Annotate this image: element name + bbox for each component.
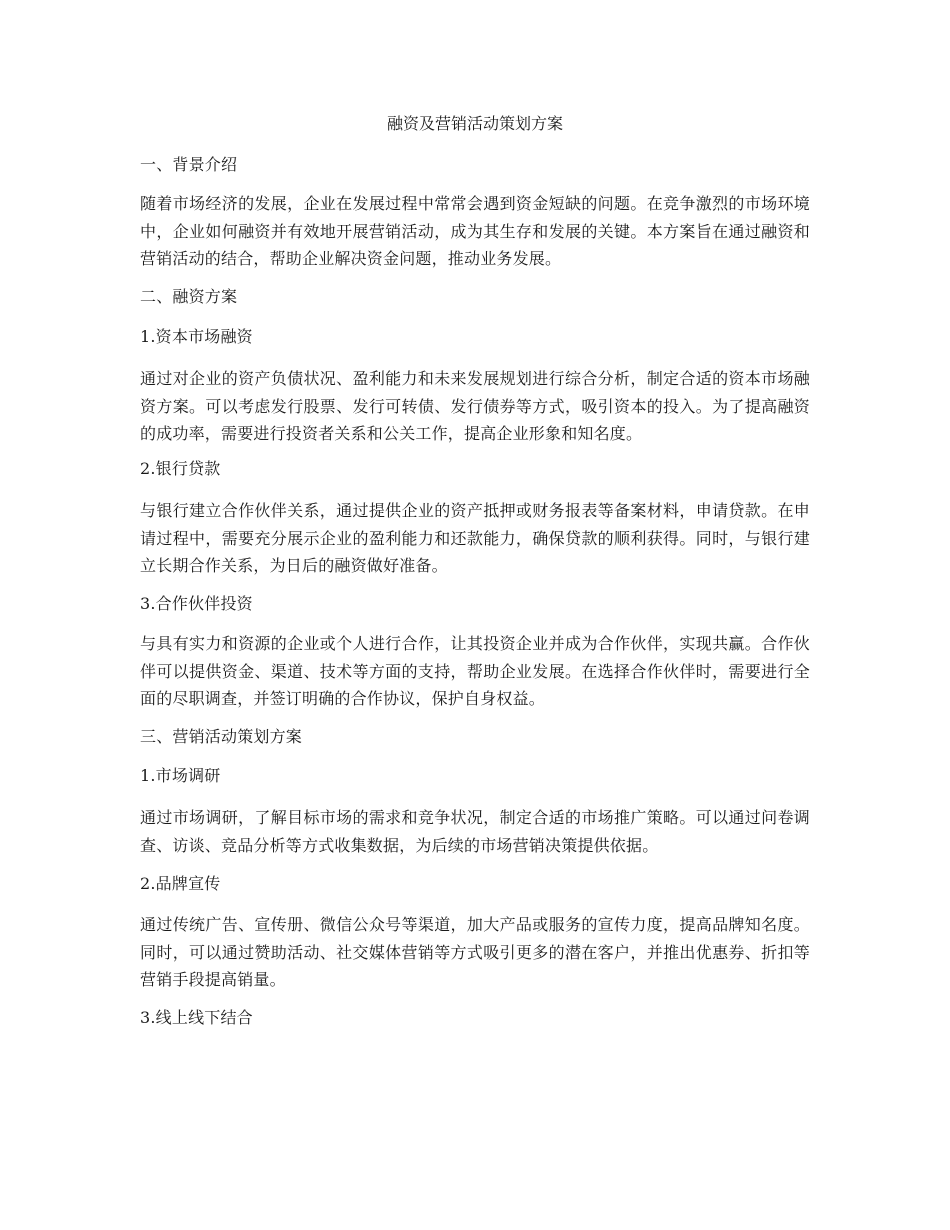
paragraph-brand-promotion: 通过传统广告、宣传册、微信公众号等渠道，加大产品或服务的宣传力度，提高品牌知名度。同时，可以通过赞助活动、社交媒体营销等方式吸引更多的潜在客户，并推出优惠券、折扣等营销手段提高销量。 — [140, 915, 810, 989]
section-heading-marketing: 三、营销活动策划方案 — [140, 727, 303, 746]
subheading-partner-investment: 3.合作伙伴投资 — [140, 594, 253, 613]
section-heading-background: 一、背景介绍 — [140, 155, 238, 174]
section-heading-financing: 二、融资方案 — [140, 287, 238, 306]
subheading-online-offline: 3.线上线下结合 — [140, 1008, 253, 1027]
paragraph-capital-market: 通过对企业的资产负债状况、盈利能力和未来发展规划进行综合分析，制定合适的资本市场融资方案。可以考虑发行股票、发行可转债、发行债券等方式，吸引资本的投入。为了提高融资的成功率，需要进行投资者关系和公关工作，提高企业形象和知名度。 — [140, 369, 810, 443]
subheading-bank-loan: 2.银行贷款 — [140, 459, 221, 478]
paragraph-market-research: 通过市场调研，了解目标市场的需求和竞争状况，制定合适的市场推广策略。可以通过问卷调查、访谈、竞品分析等方式收集数据，为后续的市场营销决策提供依据。 — [140, 808, 810, 855]
subheading-brand-promotion: 2.品牌宣传 — [140, 874, 221, 893]
subheading-capital-market: 1.资本市场融资 — [140, 327, 253, 346]
paragraph-bank-loan: 与银行建立合作伙伴关系，通过提供企业的资产抵押或财务报表等备案材料，申请贷款。在申请过程中，需要充分展示企业的盈利能力和还款能力，确保贷款的顺利获得。同时，与银行建立长期合作关系，为日后的融资做好准备。 — [140, 501, 810, 575]
subheading-market-research: 1.市场调研 — [140, 766, 221, 785]
document-title: 融资及营销活动策划方案 — [386, 114, 563, 133]
paragraph-background: 随着市场经济的发展，企业在发展过程中常常会遇到资金短缺的问题。在竞争激烈的市场环境中，企业如何融资并有效地开展营销活动，成为其生存和发展的关键。本方案旨在通过融资和营销活动的结合，帮助企业解决资金问题，推动业务发展。 — [140, 194, 810, 268]
paragraph-partner-investment: 与具有实力和资源的企业或个人进行合作，让其投资企业并成为合作伙伴，实现共赢。合作伙伴可以提供资金、渠道、技术等方面的支持，帮助企业发展。在选择合作伙伴时，需要进行全面的尽职调查，并签订明确的合作协议，保护自身权益。 — [140, 634, 810, 708]
